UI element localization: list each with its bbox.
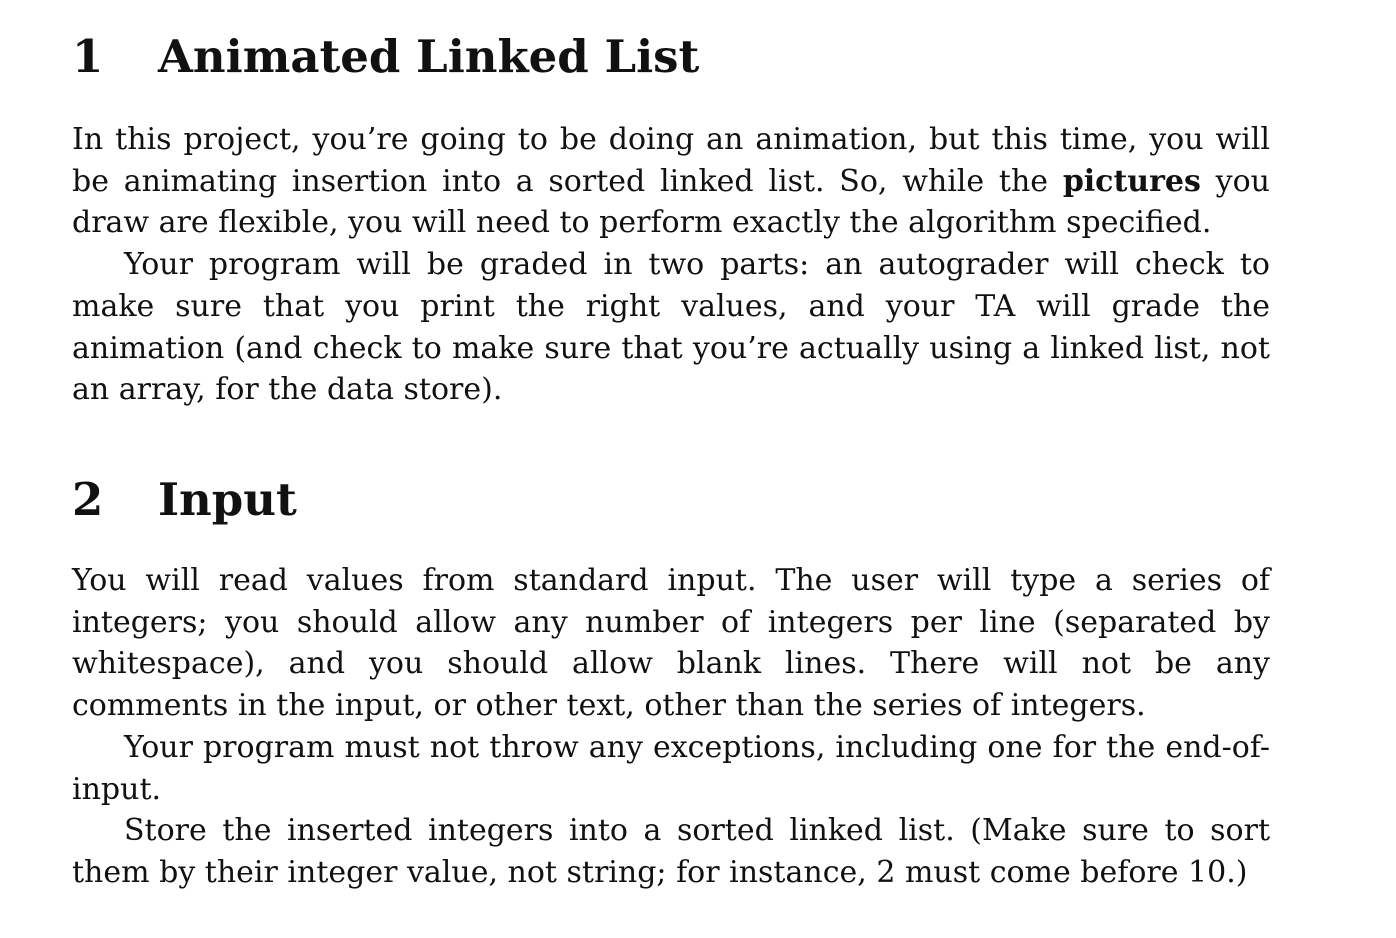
section-heading-input: [72, 473, 297, 527]
paragraph-sorting: Store the inserted integers into a sorted linked list. (Make sure to sort them by their integer value, not string; for instance, 2 must come before 10.): [72, 813, 1270, 890]
paragraph-standard-input: You will read values from standard input. The user will type a series of integers; you should allow any number of integers per line (separated by whitespace), and you should allow blank lines. There will not be any comments in the input, or other text, other than the series of integers.: [72, 563, 1270, 724]
paragraph-grading: Your program will be graded in two parts: an autograder will check to make sure that you print the right values, and your TA will grade the animation (and check to make sure that you’re actually using a linked list, not an array, for the data store).: [72, 247, 1270, 408]
section-number: 1: [72, 30, 104, 83]
section-title: Input: [158, 473, 297, 526]
section-title: Animated Linked List: [158, 30, 700, 83]
paragraph-exceptions: Your program must not throw any exceptions, including one for the end-of-input.: [72, 729, 1270, 807]
bold-term-pictures: pictures: [1062, 163, 1201, 199]
section-number: 2: [72, 473, 104, 526]
section-body-animated-linked-list: [72, 119, 1270, 411]
paragraph-text: you draw are flexible, you will need to perform exactly the algorithm specified.: [72, 163, 1270, 241]
paragraph-intro: [72, 119, 1270, 244]
section-heading-animated-linked-list: [72, 30, 699, 84]
paragraph-text: In this project, you’re going to be doing an animation, but this time, you will be animating insertion into a sorted linked list. So, while the: [72, 122, 1270, 199]
section-body-input: [72, 560, 1270, 894]
